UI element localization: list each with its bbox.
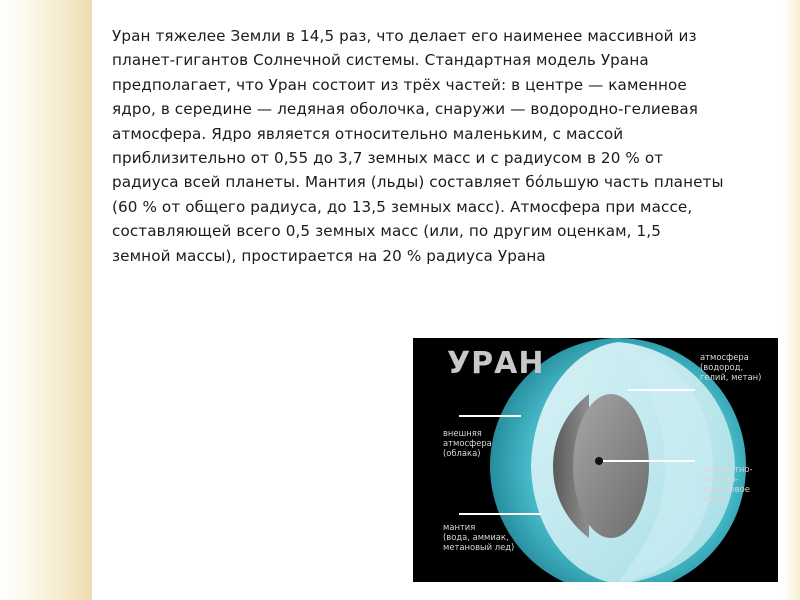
paragraph-line: ядро, в середине — ледяная оболочка, снаружи — водородно-гелиевая	[112, 100, 699, 119]
paragraph-line: радиуса всей планеты. Мантия (льды) составляет бо́льшую часть планеты	[112, 173, 724, 192]
paragraph-line: предполагает, что Уран состоит из трёх частей: в центре — каменное	[112, 75, 687, 94]
label-core: силикатно- железо- никелевое ядро	[703, 464, 753, 504]
uranus-structure-figure	[413, 338, 778, 582]
paragraph-line: Уран тяжелее Земли в 14,5 раз, что делает его наименее массивной из	[112, 27, 697, 45]
paragraph-line: приблизительно от 0,55 до 3,7 земных масс и с радиусом в 20 % от	[112, 149, 664, 168]
label-atmosphere: атмосфера (водород, гелий, метан)	[700, 352, 762, 382]
slide-border-right	[782, 0, 800, 600]
paragraph-line: планет-гигантов Солнечной системы. Стандартная модель Урана	[112, 51, 649, 70]
body-paragraph	[112, 24, 752, 268]
slide-border-left	[0, 0, 92, 600]
label-outer-atmosphere: внешняя атмосфера (облака)	[443, 428, 492, 458]
core-center-marker	[595, 457, 603, 465]
figure-title: УРАН	[447, 346, 545, 381]
paragraph-line: атмосфера. Ядро является относительно маленьким, с массой	[112, 124, 624, 143]
paragraph-line: (60 % от общего радиуса, до 13,5 земных масс). Атмосфера при массе,	[112, 197, 693, 216]
core	[573, 394, 649, 538]
label-mantle: мантия (вода, аммиак, метановый лед)	[443, 522, 515, 552]
paragraph-line: земной массы), простирается на 20 % радиуса Урана	[112, 246, 546, 265]
paragraph-line: составляющей всего 0,5 земных масс (или, по другим оценкам, 1,5	[112, 222, 661, 241]
